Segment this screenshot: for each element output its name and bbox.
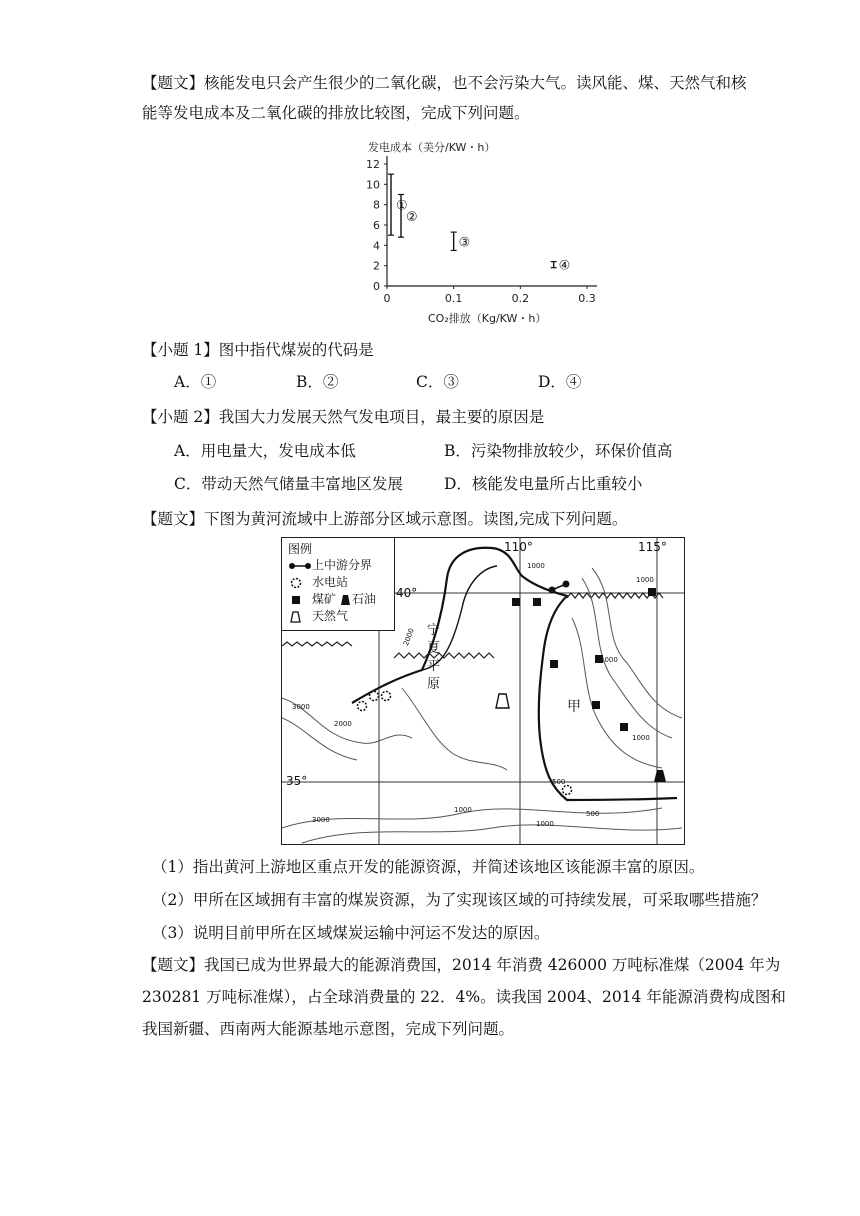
y-tick-label: 2: [373, 259, 380, 273]
intro-text-line-2: 能等发电成本及二氧化碳的排放比较图，完成下列问题。: [142, 104, 530, 122]
q1-stem: 【小题 1】图中指代煤炭的代码是: [142, 341, 374, 359]
ningxia-plain-label: 宁夏平原: [427, 623, 441, 692]
q2-option-a[interactable]: A．用电量大，发电成本低: [174, 442, 356, 460]
contour-label: 1000: [536, 820, 554, 828]
legend-gas: 天然气: [288, 609, 348, 623]
series-label: ④: [558, 258, 571, 274]
q1-option-a[interactable]: A．①: [174, 373, 217, 391]
legend-boundary: 上中游分界: [288, 558, 372, 572]
y-tick-label: 8: [373, 198, 380, 212]
contour-label: 1000: [454, 806, 472, 814]
cost-emission-chart: [340, 140, 620, 330]
q2-option-b[interactable]: B．污染物排放较少，环保价值高: [444, 442, 673, 460]
oil-legend-icon: [340, 594, 352, 606]
y-tick-label: 6: [373, 219, 380, 232]
map-legend: [282, 538, 395, 631]
q1-option-d[interactable]: D．④: [538, 373, 582, 391]
contour-label: 500: [586, 810, 600, 818]
jia-label: 甲: [567, 699, 581, 715]
series-label: ②: [406, 209, 418, 225]
contour-label: 1000: [527, 562, 545, 570]
chart-marks: [388, 174, 570, 273]
latitude-40-label: 40°: [396, 586, 418, 600]
q2-option-d[interactable]: D．核能发电量所占比重较小: [444, 475, 643, 493]
x-tick-label: 0: [383, 292, 391, 305]
q2-stem: 【小题 2】我国大力发展天然气发电项目，最主要的原因是: [142, 408, 545, 426]
contour-label: 1000: [600, 656, 618, 664]
contour-label: 3000: [312, 816, 330, 824]
legend-hydropower: 水电站: [288, 575, 348, 589]
contour-label: 2000: [334, 720, 352, 728]
coal-icon: [288, 594, 312, 606]
y-tick-label: 10: [366, 178, 380, 192]
question-3: （3）说明目前甲所在区域煤炭运输中河运不发达的原因。: [152, 924, 550, 942]
hydropower-icon: [288, 577, 312, 589]
chart-ylabel: 发电成本（美分/KW・h）: [368, 141, 496, 154]
section2-intro: 【题文】下图为黄河流域中上游部分区域示意图。读图,完成下列问题。: [142, 510, 628, 528]
y-tick-label: 12: [366, 158, 380, 171]
chart-xlabel: CO₂排放（Kg/KW・h）: [428, 312, 547, 325]
longitude-110-label: 110°: [504, 540, 533, 554]
contour-label: 500: [552, 778, 566, 786]
section3-line-3: 我国新疆、西南两大能源基地示意图，完成下列问题。: [142, 1020, 515, 1038]
natural-gas-icon: [496, 694, 509, 708]
contour-label: 1000: [632, 734, 650, 742]
series-label: ①: [396, 198, 408, 214]
series-label: ③: [458, 235, 471, 251]
section3-line-2: 230281 万吨标准煤），占全球消费量的 22．4%。读我国 2004、2014 年能源消费构成图和: [142, 988, 786, 1006]
legend-coal-oil: 煤矿 石油: [288, 592, 376, 606]
yellow-river-map: [281, 537, 685, 845]
latitude-35-label: 35°: [286, 774, 308, 788]
question-1: （1）指出黄河上游地区重点开发的能源资源，并简述该地区该能源丰富的原因。: [152, 858, 705, 876]
contour-label: 3000: [292, 703, 310, 711]
boundary-icon: [288, 561, 312, 571]
contour-label: 2000: [402, 627, 416, 647]
gas-icon: [288, 611, 312, 623]
q1-option-c[interactable]: C．③: [416, 373, 459, 391]
question-2: （2）甲所在区域拥有丰富的煤炭资源，为了实现该区域的可持续发展，可采取哪些措施？: [152, 891, 767, 909]
y-tick-label: 4: [373, 239, 380, 253]
x-tick-label: 0.2: [511, 292, 530, 305]
x-tick-label: 0.3: [578, 292, 596, 305]
oil-icon: [654, 770, 666, 782]
contour-label: 1000: [636, 576, 654, 584]
q2-option-c[interactable]: C．带动天然气储量丰富地区发展: [174, 475, 403, 493]
legend-title: 图例: [288, 542, 313, 556]
x-tick-label: 0.1: [444, 292, 463, 305]
section3-line-1: 【题文】我国已成为世界最大的能源消费国，2014 年消费 426000 万吨标准煤（2004 年为: [142, 956, 781, 974]
q1-option-b[interactable]: B．②: [296, 373, 339, 391]
longitude-115-label: 115°: [638, 540, 667, 554]
intro-text-line-1: 【题文】核能发电只会产生很少的二氧化碳，也不会污染大气。读风能、煤、天然气和核: [142, 74, 747, 92]
y-tick-label: 0: [373, 280, 380, 293]
